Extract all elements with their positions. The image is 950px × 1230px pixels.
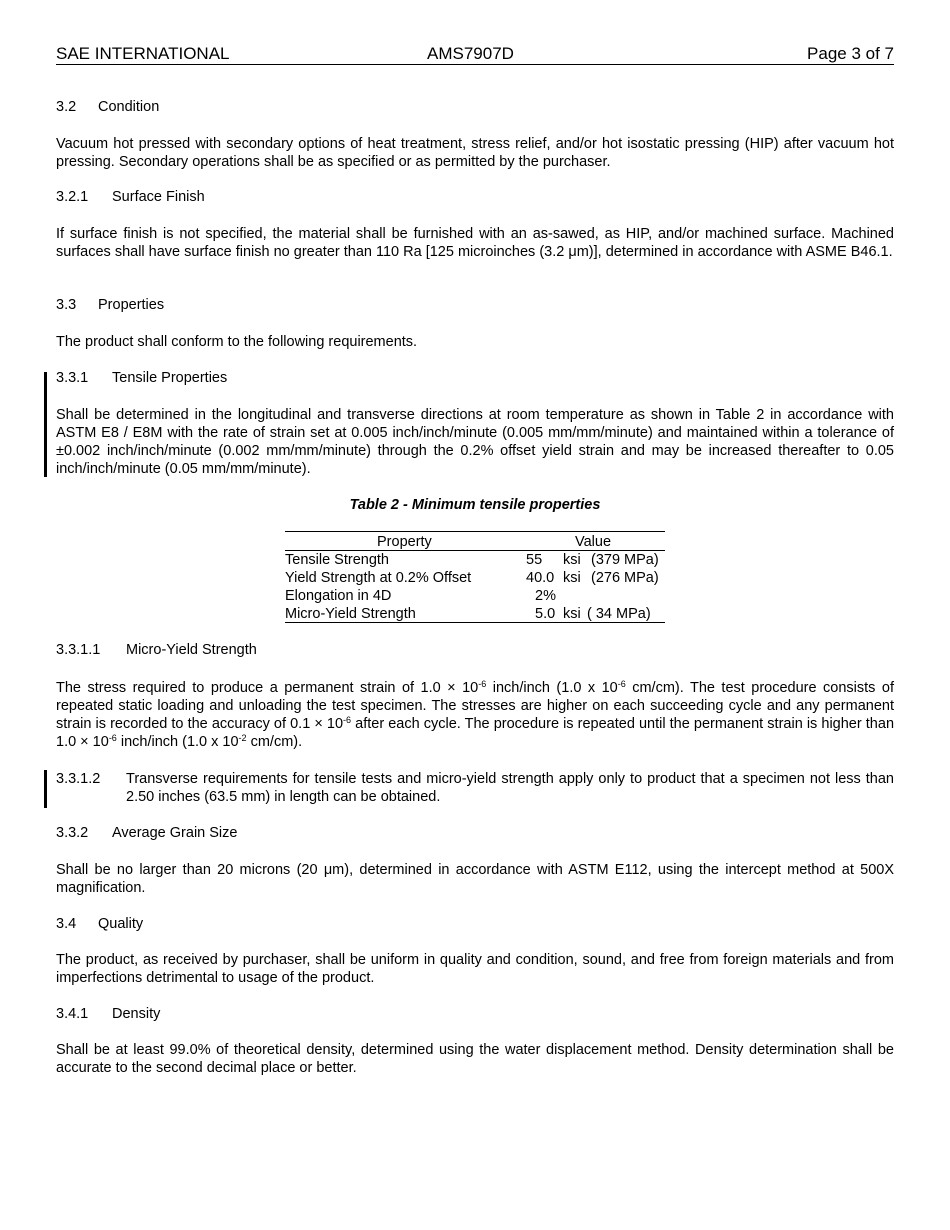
cell-property: Elongation in 4D	[285, 588, 392, 604]
section-number: 3.2	[56, 99, 77, 115]
section-title: Density	[112, 1006, 161, 1022]
cell-metric: (276 MPa)	[591, 570, 659, 586]
revision-bar	[44, 372, 47, 477]
table-row	[285, 587, 665, 605]
section-3-4-heading	[56, 915, 143, 933]
section-number: 3.3.1.1	[56, 642, 101, 658]
section-3-2-heading	[56, 98, 159, 116]
section-3-3-1-1-heading	[56, 641, 257, 659]
section-3-2-text: Vacuum hot pressed with secondary options of heat treatment, stress relief, and/or hot isostatic pressing (HIP) after vacuum hot pressing. Secondary operations shall be as specified or as permitted by the purchaser.	[56, 136, 894, 170]
exponent: -2	[238, 733, 247, 743]
revision-bar	[44, 770, 47, 808]
page-header	[56, 43, 894, 65]
section-number: 3.4.1	[56, 1006, 89, 1022]
exponent: -6	[617, 679, 626, 689]
header-organization: SAE INTERNATIONAL	[56, 44, 230, 63]
section-title: Condition	[98, 99, 160, 115]
section-3-4-1-heading	[56, 1005, 160, 1023]
section-number: 3.3.2	[56, 825, 89, 841]
section-number: 3.4	[56, 916, 77, 932]
section-number: 3.2.1	[56, 189, 89, 205]
cell-unit: ksi	[563, 552, 581, 568]
section-3-3-heading	[56, 296, 164, 314]
table-top-rule	[285, 531, 665, 532]
cell-property: Yield Strength at 0.2% Offset	[285, 570, 472, 586]
table-row	[285, 551, 665, 569]
table-caption: Table 2 - Minimum tensile properties	[349, 497, 601, 513]
text-run: after each cycle. The procedure is repeated until the permanent strain is higher than 1.0 × 10	[56, 716, 895, 750]
column-header-value: Value	[575, 534, 612, 550]
section-number: 3.3	[56, 297, 77, 313]
cell-property: Micro-Yield Strength	[285, 606, 416, 622]
cell-metric: ( 34 MPa)	[587, 606, 651, 622]
section-3-4-1-text: Shall be at least 99.0% of theoretical density, determined using the water displacement method. Density determination shall be accurate to the second decimal place or better.	[56, 1042, 894, 1076]
cell-value: 40.0	[526, 570, 555, 586]
section-title: Properties	[98, 297, 165, 313]
section-title: Micro-Yield Strength	[126, 642, 257, 658]
cell-value: 2%	[535, 588, 556, 604]
header-page-number: Page 3 of 7	[807, 44, 894, 63]
column-header-property: Property	[377, 534, 432, 550]
section-3-4-text: The product, as received by purchaser, shall be uniform in quality and condition, sound, and free from foreign materials and from imperfections detrimental to usage of the product.	[56, 952, 894, 986]
cell-value: 5.0	[535, 606, 556, 622]
text-run: cm/cm). The test procedure consists of repeated static loading and unloading the test specimen. The stresses are higher on each succeeding cycle and any permanent strain is recorded to the accuracy of 0.1 × 10	[56, 680, 894, 732]
section-title: Surface Finish	[112, 189, 205, 205]
section-title: Tensile Properties	[112, 370, 228, 386]
exponent: -6	[478, 679, 487, 689]
section-3-3-1-1-text	[56, 679, 894, 751]
section-3-2-1-text: If surface finish is not specified, the material shall be furnished with an as-sawed, as HIP, and/or machined surface. Machined surfaces shall have surface finish no greater than 110 Ra [125 microinches (3.2 μm)], determined in accordance with ASME B46.1.	[56, 226, 894, 260]
section-title: Quality	[98, 916, 144, 932]
table-bottom-rule	[285, 622, 665, 623]
section-3-3-1-2-text: Transverse requirements for tensile tests and micro-yield strength apply only to product that a specimen not less than 2.50 inches (63.5 mm) in length can be obtained.	[126, 771, 894, 805]
exponent: -6	[108, 733, 117, 743]
section-number: 3.3.1	[56, 370, 89, 386]
tensile-properties-table	[285, 531, 665, 623]
exponent: -6	[343, 715, 352, 725]
header-document-number: AMS7907D	[427, 44, 514, 63]
section-3-3-text: The product shall conform to the following requirements.	[56, 334, 418, 350]
section-title: Average Grain Size	[112, 825, 238, 841]
cell-metric: (379 MPa)	[591, 552, 659, 568]
text-run: inch/inch (1.0 x 10	[116, 734, 239, 750]
text-run: cm/cm).	[246, 734, 303, 750]
section-3-3-1-heading	[56, 369, 227, 387]
text-run: inch/inch (1.0 x 10	[486, 680, 618, 696]
text-run: The stress required to produce a permanent strain of 1.0 × 10	[56, 680, 479, 696]
cell-property: Tensile Strength	[285, 552, 389, 568]
section-3-2-1-heading	[56, 188, 205, 206]
section-3-3-1-2-number: 3.3.1.2	[56, 771, 101, 787]
cell-value: 55	[526, 552, 543, 568]
section-3-3-1-text: Shall be determined in the longitudinal and transverse directions at room temperature as shown in Table 2 in accordance with ASTM E8 / E8M with the rate of strain set at 0.005 inch/inch/minute (0.005 mm/mm/minute) and maintained within a tolerance of ±0.002 inch/inch/minute (0.002 mm/mm/minute) through the 0.2% offset yield strain and may be increased thereafter to 0.05 inch/inch/minute (0.05 mm/mm/minute).	[56, 407, 894, 477]
section-3-3-2-heading	[56, 824, 237, 842]
cell-unit: ksi	[563, 606, 581, 622]
section-3-3-2-text: Shall be no larger than 20 microns (20 μm), determined in accordance with ASTM E112, using the intercept method at 500X magnification.	[56, 862, 894, 896]
cell-unit: ksi	[563, 570, 581, 586]
table-row	[285, 569, 665, 587]
table-row	[285, 605, 665, 623]
